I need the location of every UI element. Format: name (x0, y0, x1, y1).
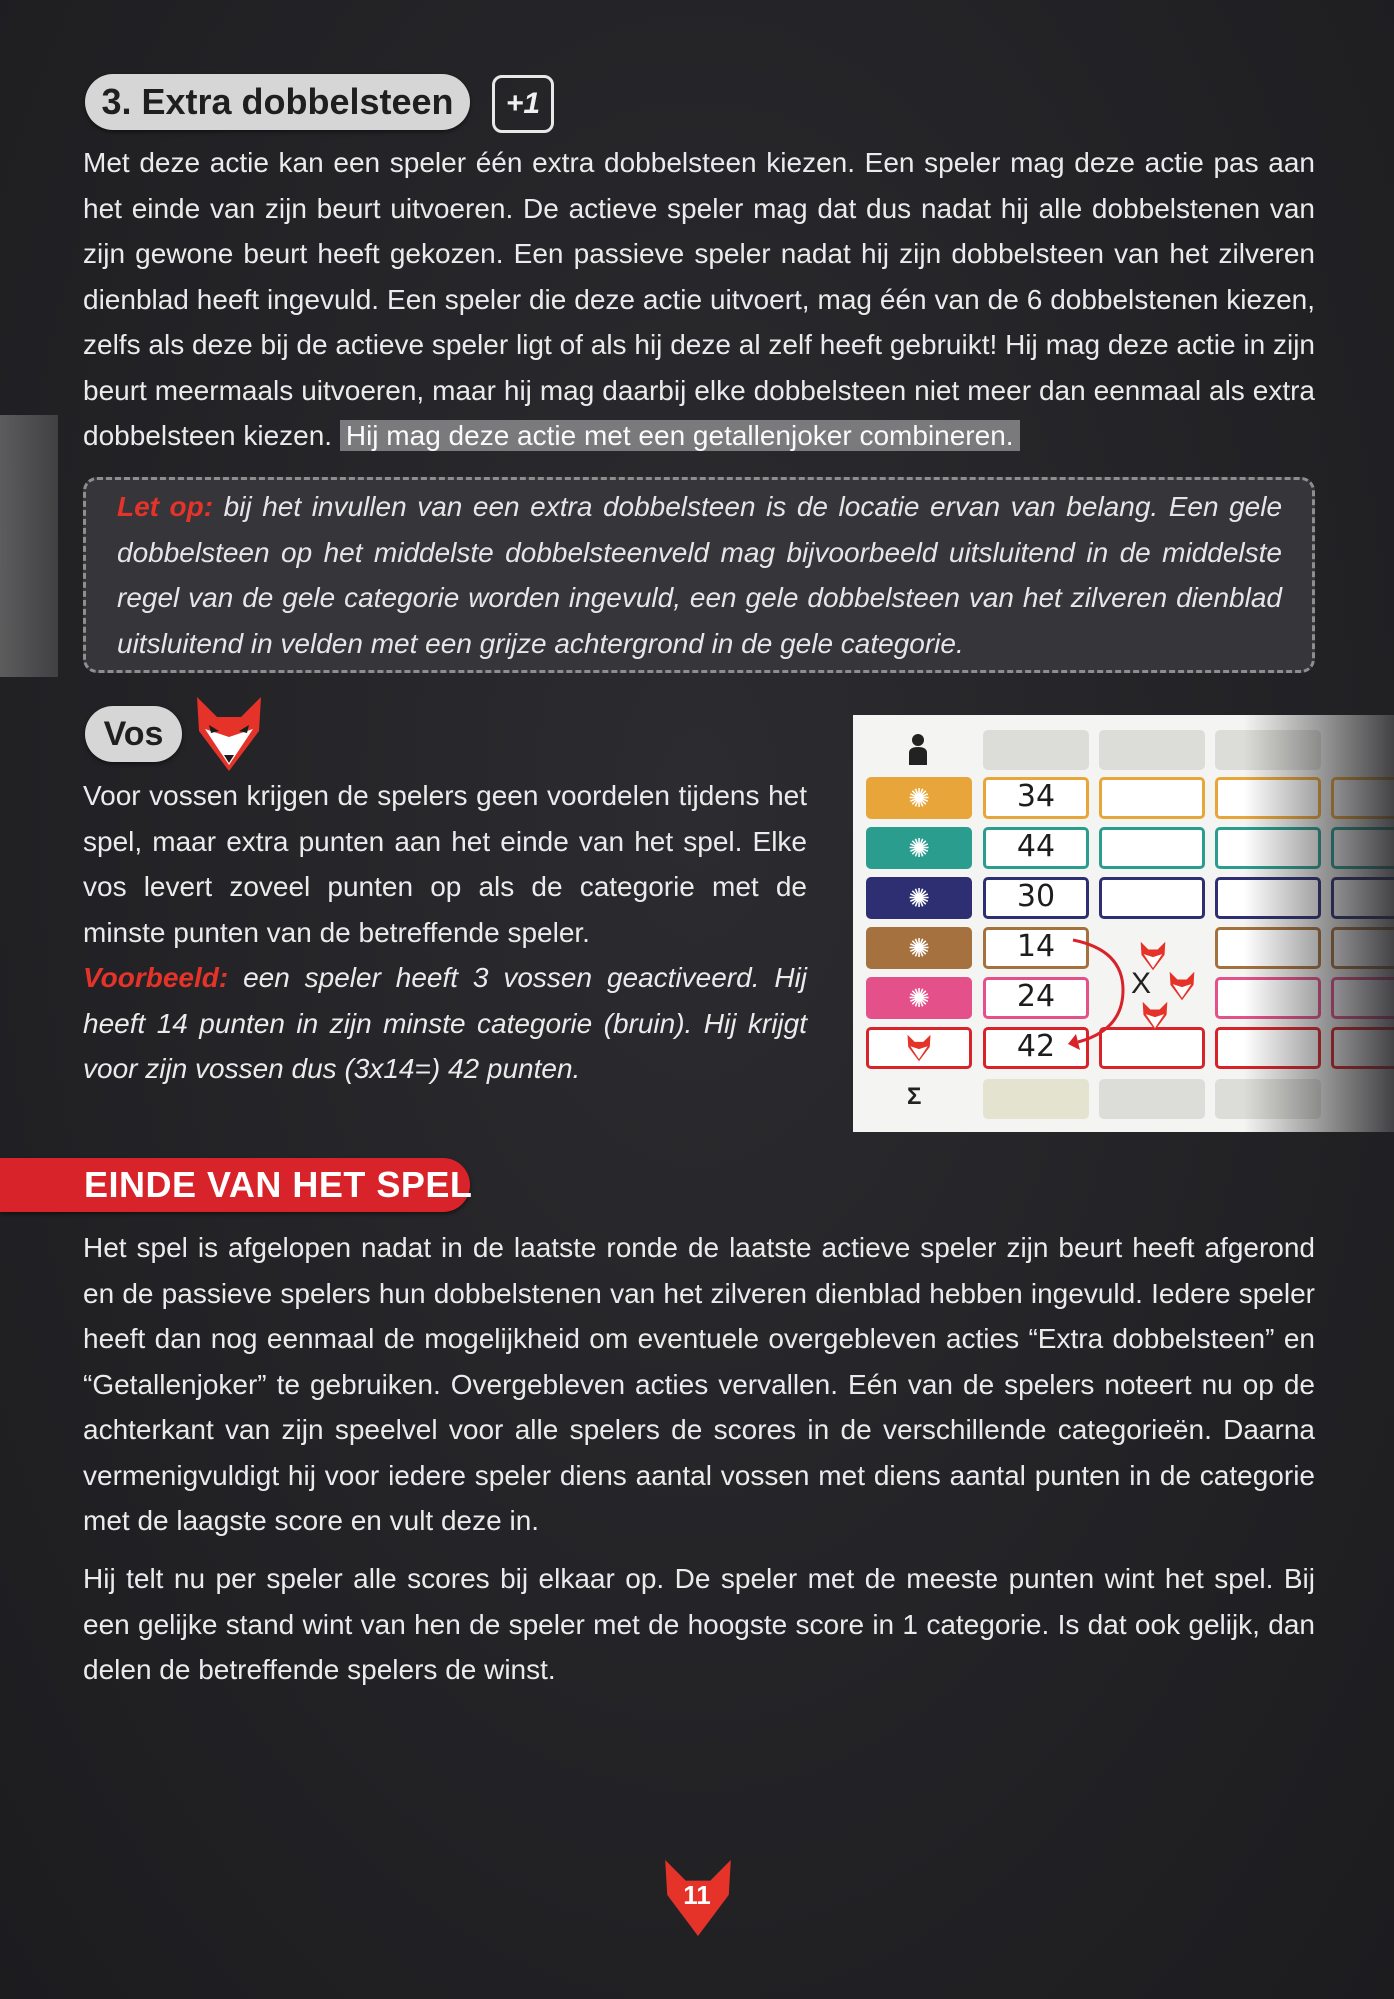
einde-paragraph-2: Hij telt nu per speler alle scores bij elkaar op. De speler met de meeste punten wint het spel. Bij een gelijke stand wint van hen de speler met de hoogste score in 1 categorie. Is dat ook gelijk, dan delen de betreffende spelers de winst. (83, 1563, 1315, 1685)
fox-icon (1141, 1001, 1169, 1031)
score-sheet (853, 715, 1394, 1132)
score-fox: 42 (983, 1027, 1089, 1069)
note-body: bij het invullen van een extra dobbelsteen is de locatie ervan van belang. Een gele dobbelsteen op het middelste dobbelsteenveld mag bijvoorbeeld uitsluitend in de middelste regel van de gele categorie worden ingevuld, een gele dobbelsteen van het zilveren dienblad uitsluitend in velden met een grijze achtergrond in de gele categorie. (117, 491, 1283, 659)
multiply-mark: X (1131, 967, 1152, 1000)
sum-cell (1099, 1079, 1205, 1119)
sheet-fade (1244, 715, 1394, 1132)
header-cell (1099, 730, 1205, 770)
score-pink: 24 (983, 977, 1089, 1019)
score-yellow: 34 (983, 777, 1089, 819)
category-brown: ✺ (866, 927, 972, 969)
extra-dobbelsteen-heading: 3. Extra dobbelsteen (85, 74, 470, 130)
sum-symbol: Σ (907, 1083, 922, 1110)
empty-cell (1099, 877, 1205, 919)
category-yellow: ✺ (866, 777, 972, 819)
sum-cell (983, 1079, 1089, 1119)
einde-paragraph-1: Het spel is afgelopen nadat in de laatste ronde de laatste actieve speler zijn beurt heeft afgerond en de passieve spelers hun dobbelstenen van het zilveren dienblad hebben ingevuld. Iedere speler heeft dan nog eenmaal de mogelijkheid om eventuele overgebleven acties “Extra dobbelsteen” en “Getallenjoker” te gebruiken. Overgebleven acties vervallen. Eén van de spelers noteert nu op de achterkant van zijn speelvel voor alle spelers de scores in de verschillende categorieën. Daarna vermenigvuldigt hij voor iedere speler diens aantal vossen met diens aantal punten in de categorie met de laagste score en vult deze in. (83, 1232, 1315, 1536)
combine-highlight: Hij mag deze actie met een getallenjoker combineren. (340, 420, 1020, 451)
note-paragraph (117, 484, 1282, 666)
category-fox (866, 1027, 972, 1069)
fox-icon (1139, 941, 1167, 971)
vos-heading: Vos (85, 706, 182, 762)
empty-cell (1099, 777, 1205, 819)
arrow-connector (1068, 930, 1138, 1055)
note-label: Let op: (117, 491, 214, 522)
example-label: Voorbeeld: (83, 962, 229, 993)
fox-small-icon (905, 1034, 933, 1062)
category-blue: ✺ (866, 877, 972, 919)
category-teal: ✺ (866, 827, 972, 869)
example-body: een speler heeft 3 vossen geactiveerd. Hij heeft 14 punten in zijn minste categorie (bruin). Hij krijgt voor zijn vossen dus (3x14=) 42 punten. (83, 962, 808, 1084)
vos-example (83, 955, 807, 1092)
plus-one-badge: +1 (492, 75, 554, 133)
score-teal: 44 (983, 827, 1089, 869)
vos-paragraph: Voor vossen krijgen de spelers geen voordelen tijdens het spel, maar extra punten aan het einde van het spel. Elke vos levert zoveel punten op als de categorie met de minste punten van de betreffende speler. (83, 780, 807, 948)
empty-cell (1099, 827, 1205, 869)
einde-heading: EINDE VAN HET SPEL (84, 1164, 473, 1205)
extra-dobbelsteen-body: Met deze actie kan een speler één extra dobbelsteen kiezen. Een speler mag deze actie pas aan het einde van zijn beurt uitvoeren. De actieve speler mag dat dus nadat hij alle dobbelstenen van zijn gewone beurt heeft gekozen. Een passieve speler nadat hij zijn dobbelsteen van het zilveren dienblad heeft ingevuld. Een speler die deze actie uitvoert, mag één van de 6 dobbelstenen kiezen, zelfs als deze bij de actieve speler ligt of als hij deze al zelf heeft gebruikt! Hij mag deze actie in zijn beurt meermaals uitvoeren, maar hij mag daarbij elke dobbelsteen niet meer dan eenmaal als extra dobbelsteen kiezen. (83, 147, 1315, 451)
person-icon (906, 733, 930, 767)
category-pink: ✺ (866, 977, 972, 1019)
fox-icon (1168, 971, 1196, 1001)
fox-icon (193, 695, 265, 773)
page-number: 11 (683, 1880, 711, 1910)
score-blue: 30 (983, 877, 1089, 919)
page-edge-strip (0, 415, 58, 677)
extra-dobbelsteen-paragraph (83, 140, 1315, 459)
header-cell (983, 730, 1089, 770)
score-brown: 14 (983, 927, 1089, 969)
